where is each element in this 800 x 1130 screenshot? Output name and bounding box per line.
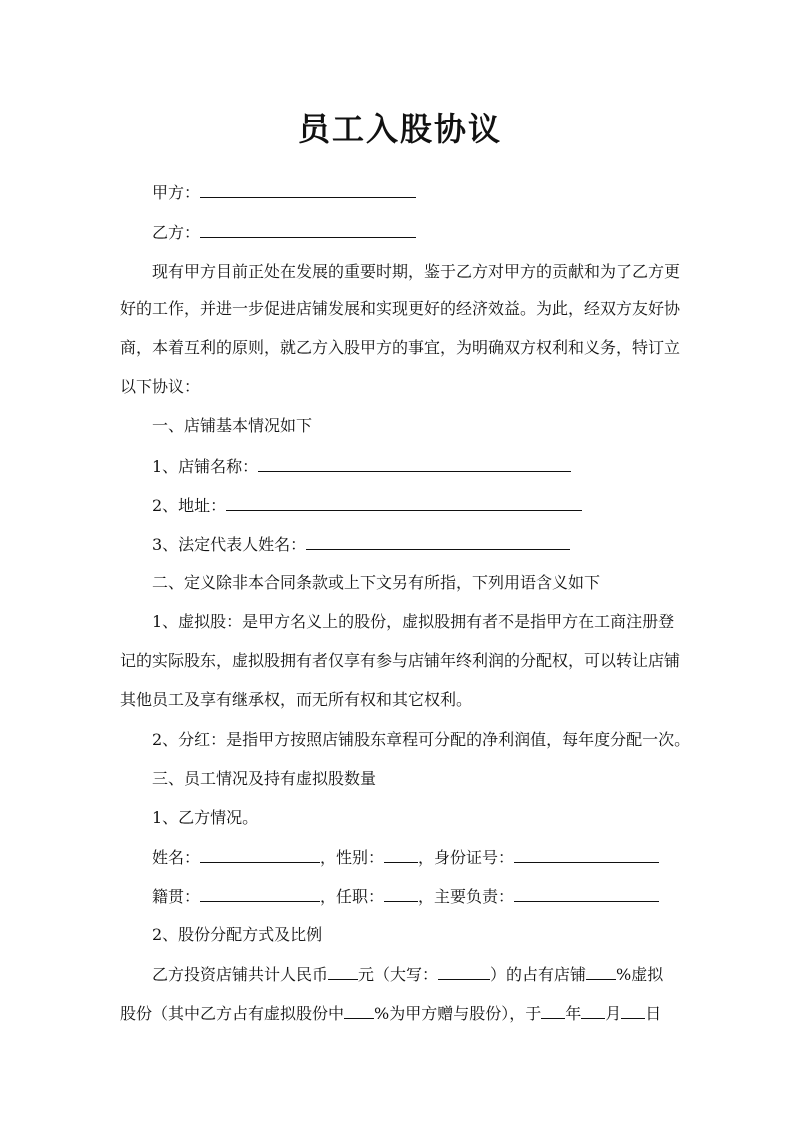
section3-heading: 三、员工情况及持有虚拟股数量 [152, 769, 377, 788]
personal-info-row-1 [152, 846, 659, 869]
day-label: 日 [645, 1004, 662, 1023]
position-blank[interactable] [384, 885, 418, 902]
party-b-blank[interactable] [200, 221, 416, 238]
gender-label: ，性别： [320, 848, 385, 867]
share-allocation-heading: 2、股份分配方式及比例 [152, 925, 323, 944]
intro-line-3: 商，本着互利的原则，就乙方入股甲方的事宜，为明确双方权利和义务，特订立 [120, 338, 681, 357]
gender-blank[interactable] [384, 846, 418, 863]
intro-line-1: 现有甲方目前正处在发展的重要时期，鉴于乙方对甲方的贡献和为了乙方更 [152, 262, 681, 281]
investment-text-1: 乙方投资店铺共计人民币 [152, 965, 329, 984]
virtual-share-line-3: 其他员工及享有继承权，而无所有权和其它权利。 [120, 690, 473, 709]
name-blank[interactable] [200, 846, 320, 863]
month-blank[interactable] [581, 1002, 605, 1019]
representative-label: 3、法定代表人姓名： [152, 535, 307, 554]
representative-line [152, 533, 570, 556]
name-label: 姓名： [152, 848, 201, 867]
party-b-info-line: 1、乙方情况。 [152, 808, 259, 827]
investment-text-6: %为甲方赠与股份），于 [374, 1004, 542, 1023]
party-b-line [152, 221, 416, 244]
responsibility-label: ，主要负责： [418, 887, 515, 906]
investment-text-4: %虚拟 [616, 965, 664, 984]
representative-blank[interactable] [306, 533, 570, 550]
hometown-blank[interactable] [200, 885, 320, 902]
id-number-label: ，身份证号： [418, 848, 515, 867]
investment-line-1 [152, 963, 663, 986]
share-percent-blank[interactable] [586, 963, 616, 980]
year-blank[interactable] [541, 1002, 565, 1019]
intro-line-4: 以下协议： [120, 377, 201, 396]
personal-info-row-2 [152, 885, 659, 908]
party-a-blank[interactable] [200, 181, 416, 198]
hometown-label: 籍贯： [152, 887, 201, 906]
shop-name-label: 1、店铺名称： [152, 457, 259, 476]
investment-capital-blank[interactable] [438, 963, 490, 980]
dividend-line: 2、分红：是指甲方按照店铺股东章程可分配的净利润值，每年度分配一次。 [152, 730, 691, 749]
party-b-label: 乙方： [152, 223, 201, 242]
day-blank[interactable] [621, 1002, 645, 1019]
shop-name-line [152, 455, 571, 478]
investment-amount-blank[interactable] [328, 963, 358, 980]
investment-line-2 [120, 1002, 661, 1025]
address-line [152, 494, 582, 517]
investment-text-2: 元（大写： [358, 965, 439, 984]
position-label: ，任职： [320, 887, 385, 906]
gift-percent-blank[interactable] [344, 1002, 374, 1019]
virtual-share-line-1: 1、虚拟股：是甲方名义上的股份，虚拟股拥有者不是指甲方在工商注册登 [152, 612, 675, 631]
party-a-label: 甲方： [152, 183, 201, 202]
intro-line-2: 好的工作，并进一步促进店铺发展和实现更好的经济效益。为此，经双方友好协 [120, 299, 681, 318]
id-number-blank[interactable] [514, 846, 659, 863]
responsibility-blank[interactable] [514, 885, 659, 902]
year-label: 年 [565, 1004, 582, 1023]
document-title: 员工入股协议 [297, 110, 502, 148]
party-a-line [152, 181, 416, 204]
investment-text-5: 股份（其中乙方占有虚拟股份中 [120, 1004, 345, 1023]
address-label: 2、地址： [152, 496, 227, 515]
investment-text-3: ）的占有店铺 [490, 965, 587, 984]
section1-heading: 一、店铺基本情况如下 [152, 416, 313, 435]
month-label: 月 [605, 1004, 622, 1023]
shop-name-blank[interactable] [258, 455, 571, 472]
section2-heading: 二、定义除非本合同条款或上下文另有所指，下列用语含义如下 [152, 573, 601, 592]
address-blank[interactable] [226, 494, 582, 511]
virtual-share-line-2: 记的实际股东，虚拟股拥有者仅享有参与店铺年终利润的分配权，可以转让店铺 [120, 651, 681, 670]
